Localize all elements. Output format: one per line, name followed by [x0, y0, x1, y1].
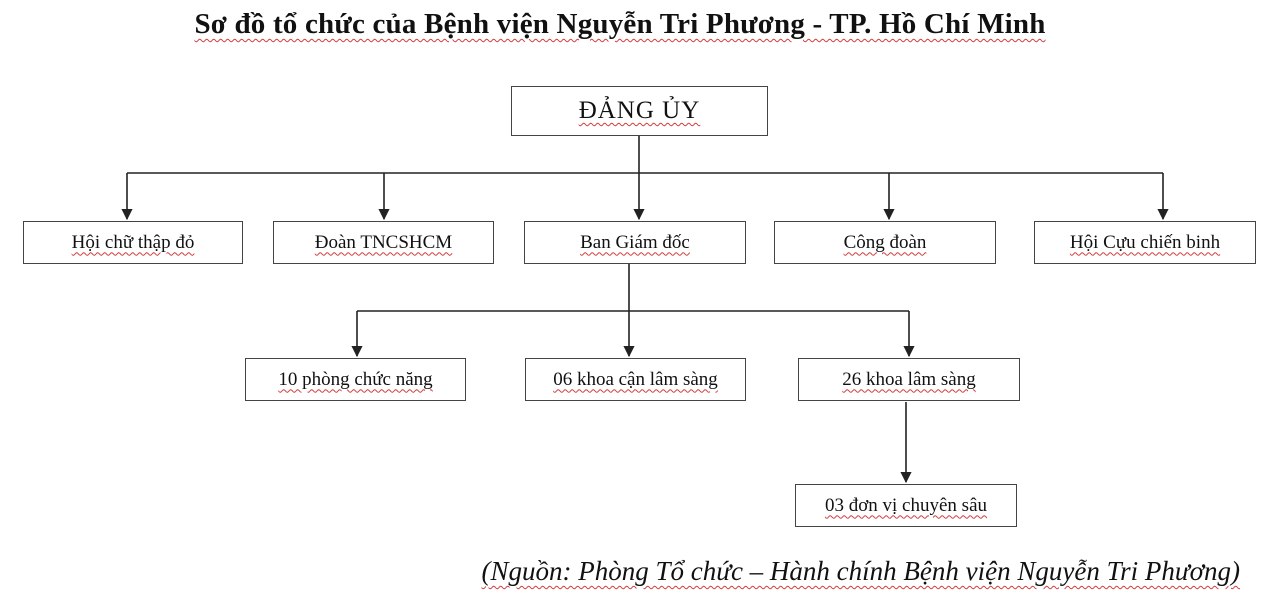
- node-trade-union: Công đoàn: [774, 221, 996, 264]
- node-party-committee: ĐẢNG ỦY: [511, 86, 768, 136]
- source-note: (Nguồn: Phòng Tổ chức – Hành chính Bệnh viện Nguyễn Tri Phương): [481, 556, 1240, 586]
- node-red-cross: Hội chữ thập đỏ: [23, 221, 243, 264]
- node-veterans: Hội Cựu chiến binh: [1034, 221, 1256, 264]
- chart-title: Sơ đồ tổ chức của Bệnh viện Nguyễn Tri Phương - TP. Hồ Chí Minh: [194, 8, 1046, 40]
- node-youth-union: Đoàn TNCSHCM: [273, 221, 494, 264]
- node-functional-rooms: 10 phòng chức năng: [245, 358, 466, 401]
- node-specialized-units: 03 đơn vị chuyên sâu: [795, 484, 1017, 527]
- node-clinical: 26 khoa lâm sàng: [798, 358, 1020, 401]
- node-board-of-directors: Ban Giám đốc: [524, 221, 746, 264]
- node-paraclinical: 06 khoa cận lâm sàng: [525, 358, 746, 401]
